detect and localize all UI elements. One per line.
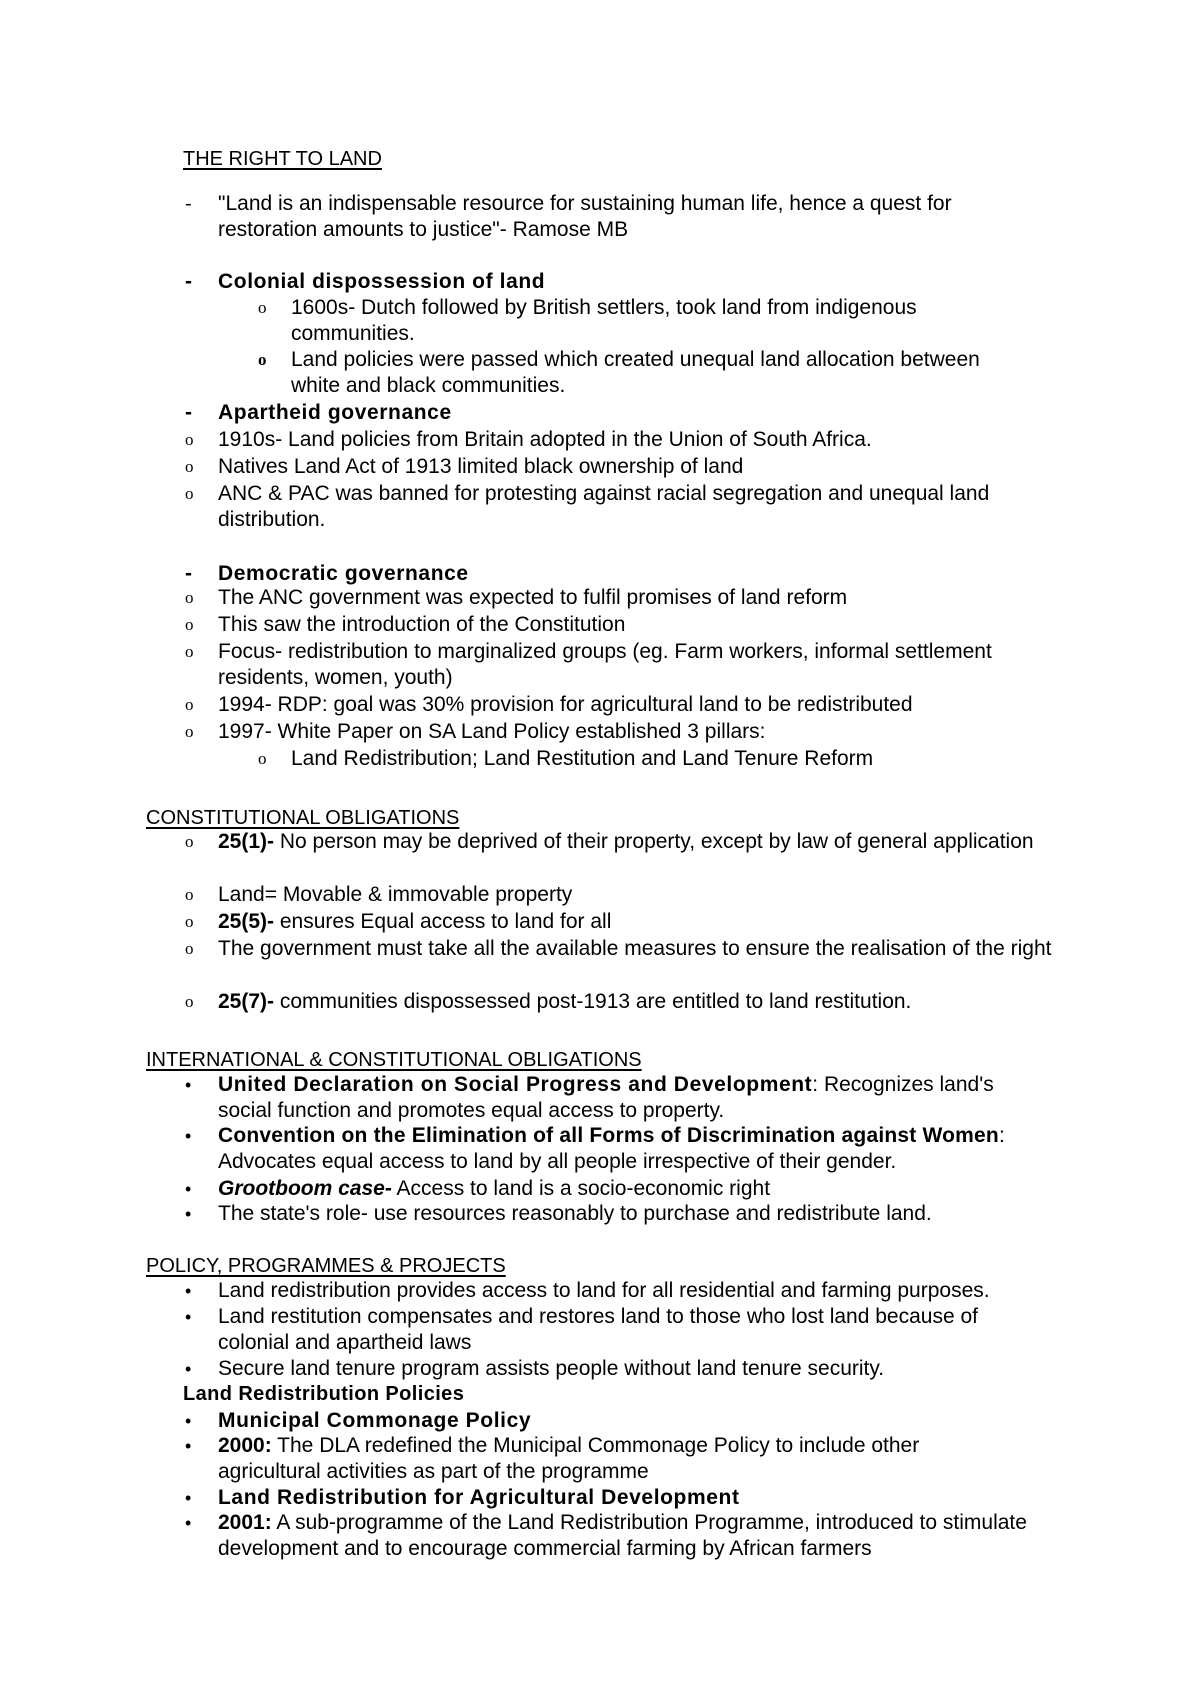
democratic-item-text: 1994- RDP: goal was 30% provision for agricultural land to be redistributed <box>218 693 913 716</box>
bullet-marker: • <box>185 1411 192 1431</box>
case-name: Grootboom case- <box>218 1177 392 1200</box>
bullet-marker: • <box>185 1436 192 1456</box>
heading-policy-programmes: POLICY, PROGRAMMES & PROJECTS <box>146 1255 506 1277</box>
heading-right-to-land: THE RIGHT TO LAND <box>183 148 382 170</box>
colonial-item-text: 1600s- Dutch followed by British settlers, took land from indigenous communities. <box>291 296 917 345</box>
section-ref: 25(7)- <box>218 990 275 1013</box>
circle-marker: o <box>185 992 194 1011</box>
democratic-item-text: 1997- White Paper on SA Land Policy established 3 pillars: <box>218 720 766 743</box>
circle-marker: o <box>185 484 194 503</box>
quote-text: "Land is an indispensable resource for sustaining human life, hence a quest for restoration amounts to justice"- Ramose MB <box>218 192 952 241</box>
policy-desc: The DLA redefined the Municipal Commonage Policy to include other agricultural activities as part of the programme <box>218 1434 920 1483</box>
bullet-marker: • <box>185 1513 192 1533</box>
pillars-text: Land Redistribution; Land Restitution and Land Tenure Reform <box>291 747 874 770</box>
instrument-name: Convention on the Elimination of all Forms of Discrimination against Women <box>218 1124 999 1147</box>
colonial-item-text: Land policies were passed which created unequal land allocation between white and black communities. <box>291 348 980 397</box>
circle-marker: o <box>185 939 194 958</box>
policy-desc: A sub-programme of the Land Redistribution Programme, introduced to stimulate development and to encourage commercial farming by African farmers <box>218 1511 1027 1560</box>
democratic-title: Democratic governance <box>218 562 469 585</box>
democratic-item-text: This saw the introduction of the Constitution <box>218 613 626 636</box>
policy-item-text: Secure land tenure program assists people without land tenure security. <box>218 1357 885 1380</box>
international-item-text <box>218 1201 1048 1227</box>
constitutional-item-text <box>218 936 1058 962</box>
sub-heading-redistribution-policies: Land Redistribution Policies <box>183 1383 465 1405</box>
constitutional-item-text <box>218 882 1048 908</box>
bullet-marker: • <box>185 1359 192 1379</box>
circle-marker: o <box>185 912 194 931</box>
policy-item-text: Land redistribution provides access to land for all residential and farming purposes. <box>218 1279 990 1302</box>
bullet-marker: • <box>185 1488 192 1508</box>
bullet-marker: • <box>185 1126 192 1146</box>
apartheid-item-text: 1910s- Land policies from Britain adopted in the Union of South Africa. <box>218 428 872 451</box>
apartheid-item-text: Natives Land Act of 1913 limited black ownership of land <box>218 455 744 478</box>
constitutional-item-text <box>218 909 1048 935</box>
international-item-text <box>218 1176 1048 1202</box>
international-item-text <box>218 1072 1048 1124</box>
redistribution-item-text <box>218 1433 1008 1485</box>
international-item-text <box>218 1123 1058 1175</box>
apartheid-item-text: ANC & PAC was banned for protesting against racial segregation and unequal land distribution. <box>218 482 990 531</box>
apartheid-title: Apartheid governance <box>218 401 452 424</box>
dash-marker: - <box>185 270 192 293</box>
constitutional-item-text <box>218 989 1048 1015</box>
policy-name: Land Redistribution for Agricultural Development <box>218 1486 740 1509</box>
bullet-marker: • <box>185 1281 192 1301</box>
policy-item-text: Land restitution compensates and restores land to those who lost land because of colonial and apartheid laws <box>218 1305 978 1354</box>
section-desc: communities dispossessed post-1913 are entitled to land restitution. <box>274 990 912 1013</box>
instrument-name: United Declaration on Social Progress and Development <box>218 1073 813 1096</box>
bullet-marker: • <box>185 1179 192 1199</box>
circle-marker: o <box>258 749 267 768</box>
section-desc: Land= Movable & immovable property <box>218 883 573 906</box>
bullet-marker: • <box>185 1307 192 1327</box>
dash-marker: - <box>185 401 192 424</box>
heading-constitutional-obligations: CONSTITUTIONAL OBLIGATIONS <box>146 807 460 829</box>
redistribution-item-text <box>218 1408 1048 1434</box>
section-desc: No person may be deprived of their property, except by law of general application <box>274 830 1034 853</box>
circle-marker: o <box>258 298 267 317</box>
policy-year: 2000: <box>218 1434 272 1457</box>
circle-marker: o <box>185 615 194 634</box>
policy-year: 2001: <box>218 1511 272 1534</box>
redistribution-item-text <box>218 1510 1033 1562</box>
circle-marker: o <box>185 430 194 449</box>
colonial-title: Colonial dispossession of land <box>218 270 546 293</box>
circle-marker: o <box>185 722 194 741</box>
policy-name: Municipal Commonage Policy <box>218 1409 532 1432</box>
section-desc: The government must take all the available measures to ensure the realisation of the right <box>218 937 1052 960</box>
dash-marker: - <box>185 193 192 215</box>
bullet-marker: • <box>185 1204 192 1224</box>
democratic-item-text: The ANC government was expected to fulfil promises of land reform <box>218 586 848 609</box>
dash-marker: - <box>185 562 192 585</box>
constitutional-item-text <box>218 829 1048 855</box>
instrument-desc: : Advocates equal access to land by all people irrespective of their gender. <box>218 1124 1005 1173</box>
circle-marker: o <box>258 350 267 369</box>
section-ref: 25(1)- <box>218 830 275 853</box>
circle-marker: o <box>185 832 194 851</box>
democratic-item-text: Focus- redistribution to marginalized groups (eg. Farm workers, informal settlement residents, women, youth) <box>218 640 992 689</box>
circle-marker: o <box>185 885 194 904</box>
section-desc: ensures Equal access to land for all <box>274 910 612 933</box>
instrument-desc: The state's role- use resources reasonably to purchase and redistribute land. <box>218 1202 932 1225</box>
bullet-marker: • <box>185 1075 192 1095</box>
section-ref: 25(5)- <box>218 910 275 933</box>
redistribution-item-text <box>218 1485 1048 1511</box>
heading-international-obligations: INTERNATIONAL & CONSTITUTIONAL OBLIGATIONS <box>146 1049 642 1071</box>
circle-marker: o <box>185 642 194 661</box>
case-desc: Access to land is a socio-economic right <box>391 1177 771 1200</box>
instrument-desc: : Recognizes land's social function and promotes equal access to property. <box>218 1073 994 1122</box>
circle-marker: o <box>185 695 194 714</box>
circle-marker: o <box>185 457 194 476</box>
circle-marker: o <box>185 588 194 607</box>
